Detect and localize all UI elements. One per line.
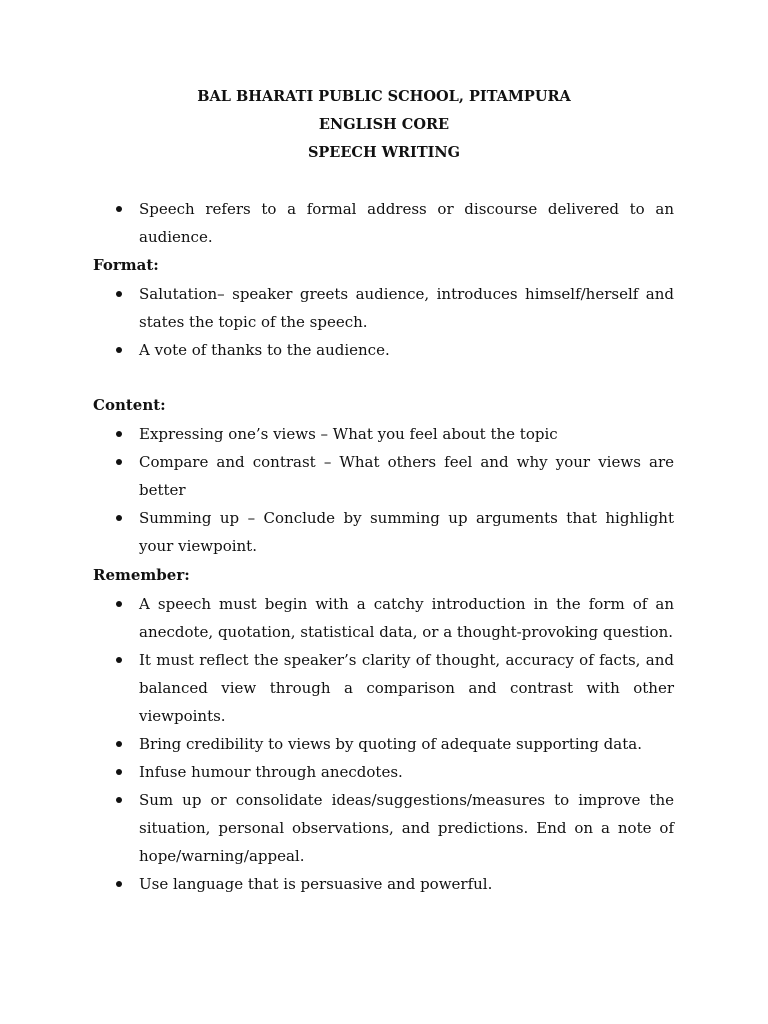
bullet-icon [116,881,122,887]
subject-title: ENGLISH CORE [318,116,450,133]
remember-list [116,590,674,898]
list-item [116,420,674,448]
bullet-icon [116,347,122,353]
bullet-text: Infuse humour through anecdotes. [139,763,403,781]
list-item [116,448,674,504]
bullet-text: Sum up or consolidate ideas/suggestions/measures to improve the situation, personal observations, and predictions. End on a note of hope/warning/appeal. [139,791,674,865]
bullet-text: Summing up – Conclude by summing up arguments that highlight your viewpoint. [139,509,674,555]
list-item [116,280,674,336]
bullet-icon [116,797,122,803]
format-list [116,280,674,364]
bullet-text: A vote of thanks to the audience. [139,341,390,359]
list-item [116,870,674,898]
content-heading: Content: [93,396,166,414]
bullet-text: Use language that is persuasive and powerful. [139,875,493,893]
bullet-text: A speech must begin with a catchy introduction in the form of an anecdote, quotation, statistical data, or a thought-provoking question. [139,595,674,641]
bullet-text: Speech refers to a formal address or discourse delivered to an audience. [139,200,674,246]
bullet-text: It must reflect the speaker’s clarity of thought, accuracy of facts, and balanced view through a comparison and contrast with other viewpoints. [139,651,674,725]
bullet-icon [116,601,122,607]
topic-title: SPEECH WRITING [307,144,461,161]
list-item [116,730,674,758]
intro-list [116,195,674,251]
bullet-icon [116,459,122,465]
bullet-icon [116,741,122,747]
bullet-icon [116,769,122,775]
list-item [116,195,674,251]
bullet-text: Salutation– speaker greets audience, introduces himself/herself and states the topic of the speech. [139,285,674,331]
list-item [116,504,674,560]
bullet-text: Expressing one’s views – What you feel about the topic [139,425,558,443]
bullet-icon [116,515,122,521]
format-heading: Format: [93,256,159,274]
content-list [116,420,674,560]
bullet-icon [116,206,122,212]
bullet-icon [116,291,122,297]
remember-heading: Remember: [93,566,190,584]
bullet-text: Bring credibility to views by quoting of adequate supporting data. [139,735,642,753]
list-item [116,590,674,646]
list-item [116,646,674,730]
bullet-text: Compare and contrast – What others feel and why your views are better [139,453,674,499]
list-item [116,336,674,364]
bullet-icon [116,657,122,663]
bullet-icon [116,431,122,437]
school-name: BAL BHARATI PUBLIC SCHOOL, PITAMPURA [197,88,571,105]
list-item [116,758,674,786]
list-item [116,786,674,870]
